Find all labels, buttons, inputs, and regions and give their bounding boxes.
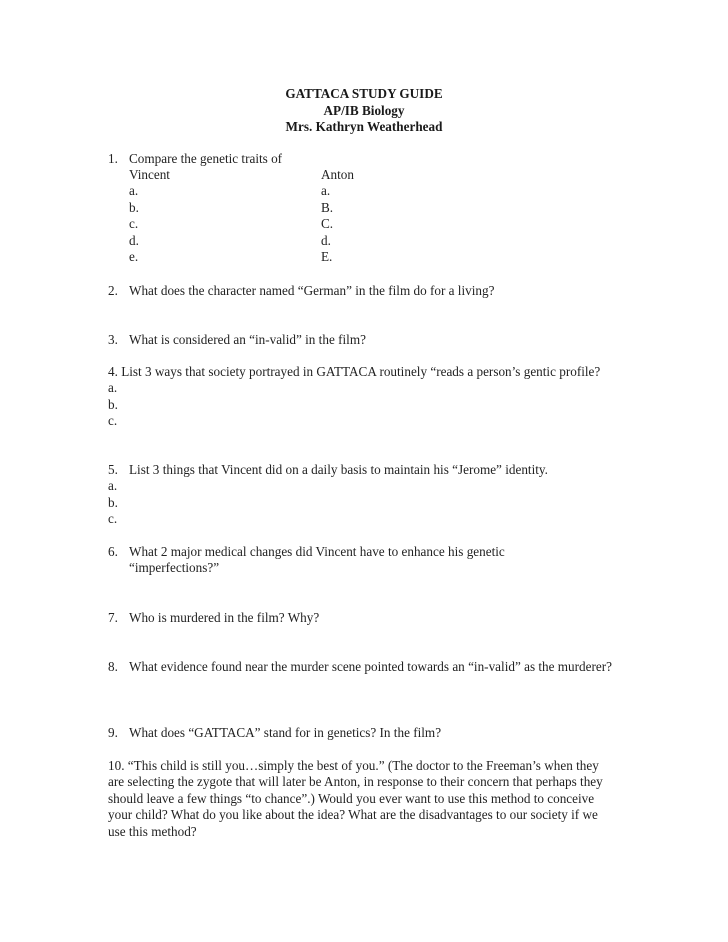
- question-number: 10.: [108, 758, 125, 773]
- document-header: [0, 86, 728, 136]
- answer-item: c.: [108, 511, 118, 527]
- question-7: [108, 610, 618, 626]
- list-item: c.: [129, 216, 139, 232]
- teacher-name: Mrs. Kathryn Weatherhead: [285, 119, 443, 134]
- question-number: 3.: [108, 332, 118, 347]
- question-text: What evidence found near the murder scene pointed towards an “in-valid” as the murderer?: [129, 659, 612, 674]
- answer-item: c.: [108, 413, 118, 429]
- question-text: What does the character named “German” in the film do for a living?: [129, 283, 495, 298]
- question-10: [108, 758, 618, 840]
- list-item: d.: [321, 232, 331, 248]
- anton-column: [321, 167, 354, 265]
- answer-item: a.: [108, 478, 118, 494]
- question-text: What is considered an “in-valid” in the film?: [129, 332, 366, 347]
- question-number: 6.: [108, 544, 118, 559]
- list-item: d.: [129, 232, 139, 248]
- question-number: 5.: [108, 462, 118, 477]
- question-4: [108, 364, 618, 430]
- column-heading: Anton: [321, 167, 354, 182]
- answer-item: b.: [108, 494, 118, 510]
- question-2: [108, 283, 618, 299]
- question-number: 1.: [108, 151, 118, 166]
- question-text: “This child is still you…simply the best of you.” (The doctor to the Freeman’s when they are selecting the zygote that will later be Anton, in response to their concern that perhaps they should leave a few things “to chance”.) Would you ever want to use this method to conceive your child? What do you like about the idea? What are the disadvantages to our society if we use this method?: [108, 758, 603, 839]
- answer-item: a.: [108, 380, 118, 396]
- answer-item: b.: [108, 396, 118, 412]
- question-5: [108, 462, 618, 528]
- question-text: What 2 major medical changes did Vincent have to enhance his genetic “imperfections?”: [129, 544, 505, 576]
- question-number: 7.: [108, 610, 118, 625]
- list-item: a.: [129, 183, 139, 199]
- column-heading: Vincent: [129, 167, 170, 182]
- list-item: e.: [129, 248, 139, 264]
- question-9: [108, 725, 618, 741]
- question-3: [108, 332, 618, 348]
- list-item: a.: [321, 183, 331, 199]
- question-number: 4.: [108, 364, 118, 379]
- question-1: [108, 151, 618, 167]
- question-text: List 3 things that Vincent did on a daily basis to maintain his “Jerome” identity.: [129, 462, 548, 477]
- question-6: [108, 544, 568, 577]
- vincent-column: [129, 167, 170, 265]
- course-name: AP/IB Biology: [323, 102, 405, 118]
- question-number: 2.: [108, 283, 118, 298]
- question-text: List 3 ways that society portrayed in GATTACA routinely “reads a person’s gentic profile?: [121, 364, 601, 379]
- question-text: What does “GATTACA” stand for in genetics? In the film?: [129, 725, 442, 740]
- question-text: Compare the genetic traits of: [129, 151, 283, 166]
- question-number: 8.: [108, 659, 118, 674]
- question-8: [108, 659, 618, 675]
- question-text: Who is murdered in the film? Why?: [129, 610, 320, 625]
- document-title: GATTACA STUDY GUIDE: [285, 86, 443, 101]
- list-item: B.: [321, 199, 334, 215]
- list-item: C.: [321, 216, 334, 232]
- question-number: 9.: [108, 725, 118, 740]
- list-item: E.: [321, 248, 333, 264]
- list-item: b.: [129, 199, 139, 215]
